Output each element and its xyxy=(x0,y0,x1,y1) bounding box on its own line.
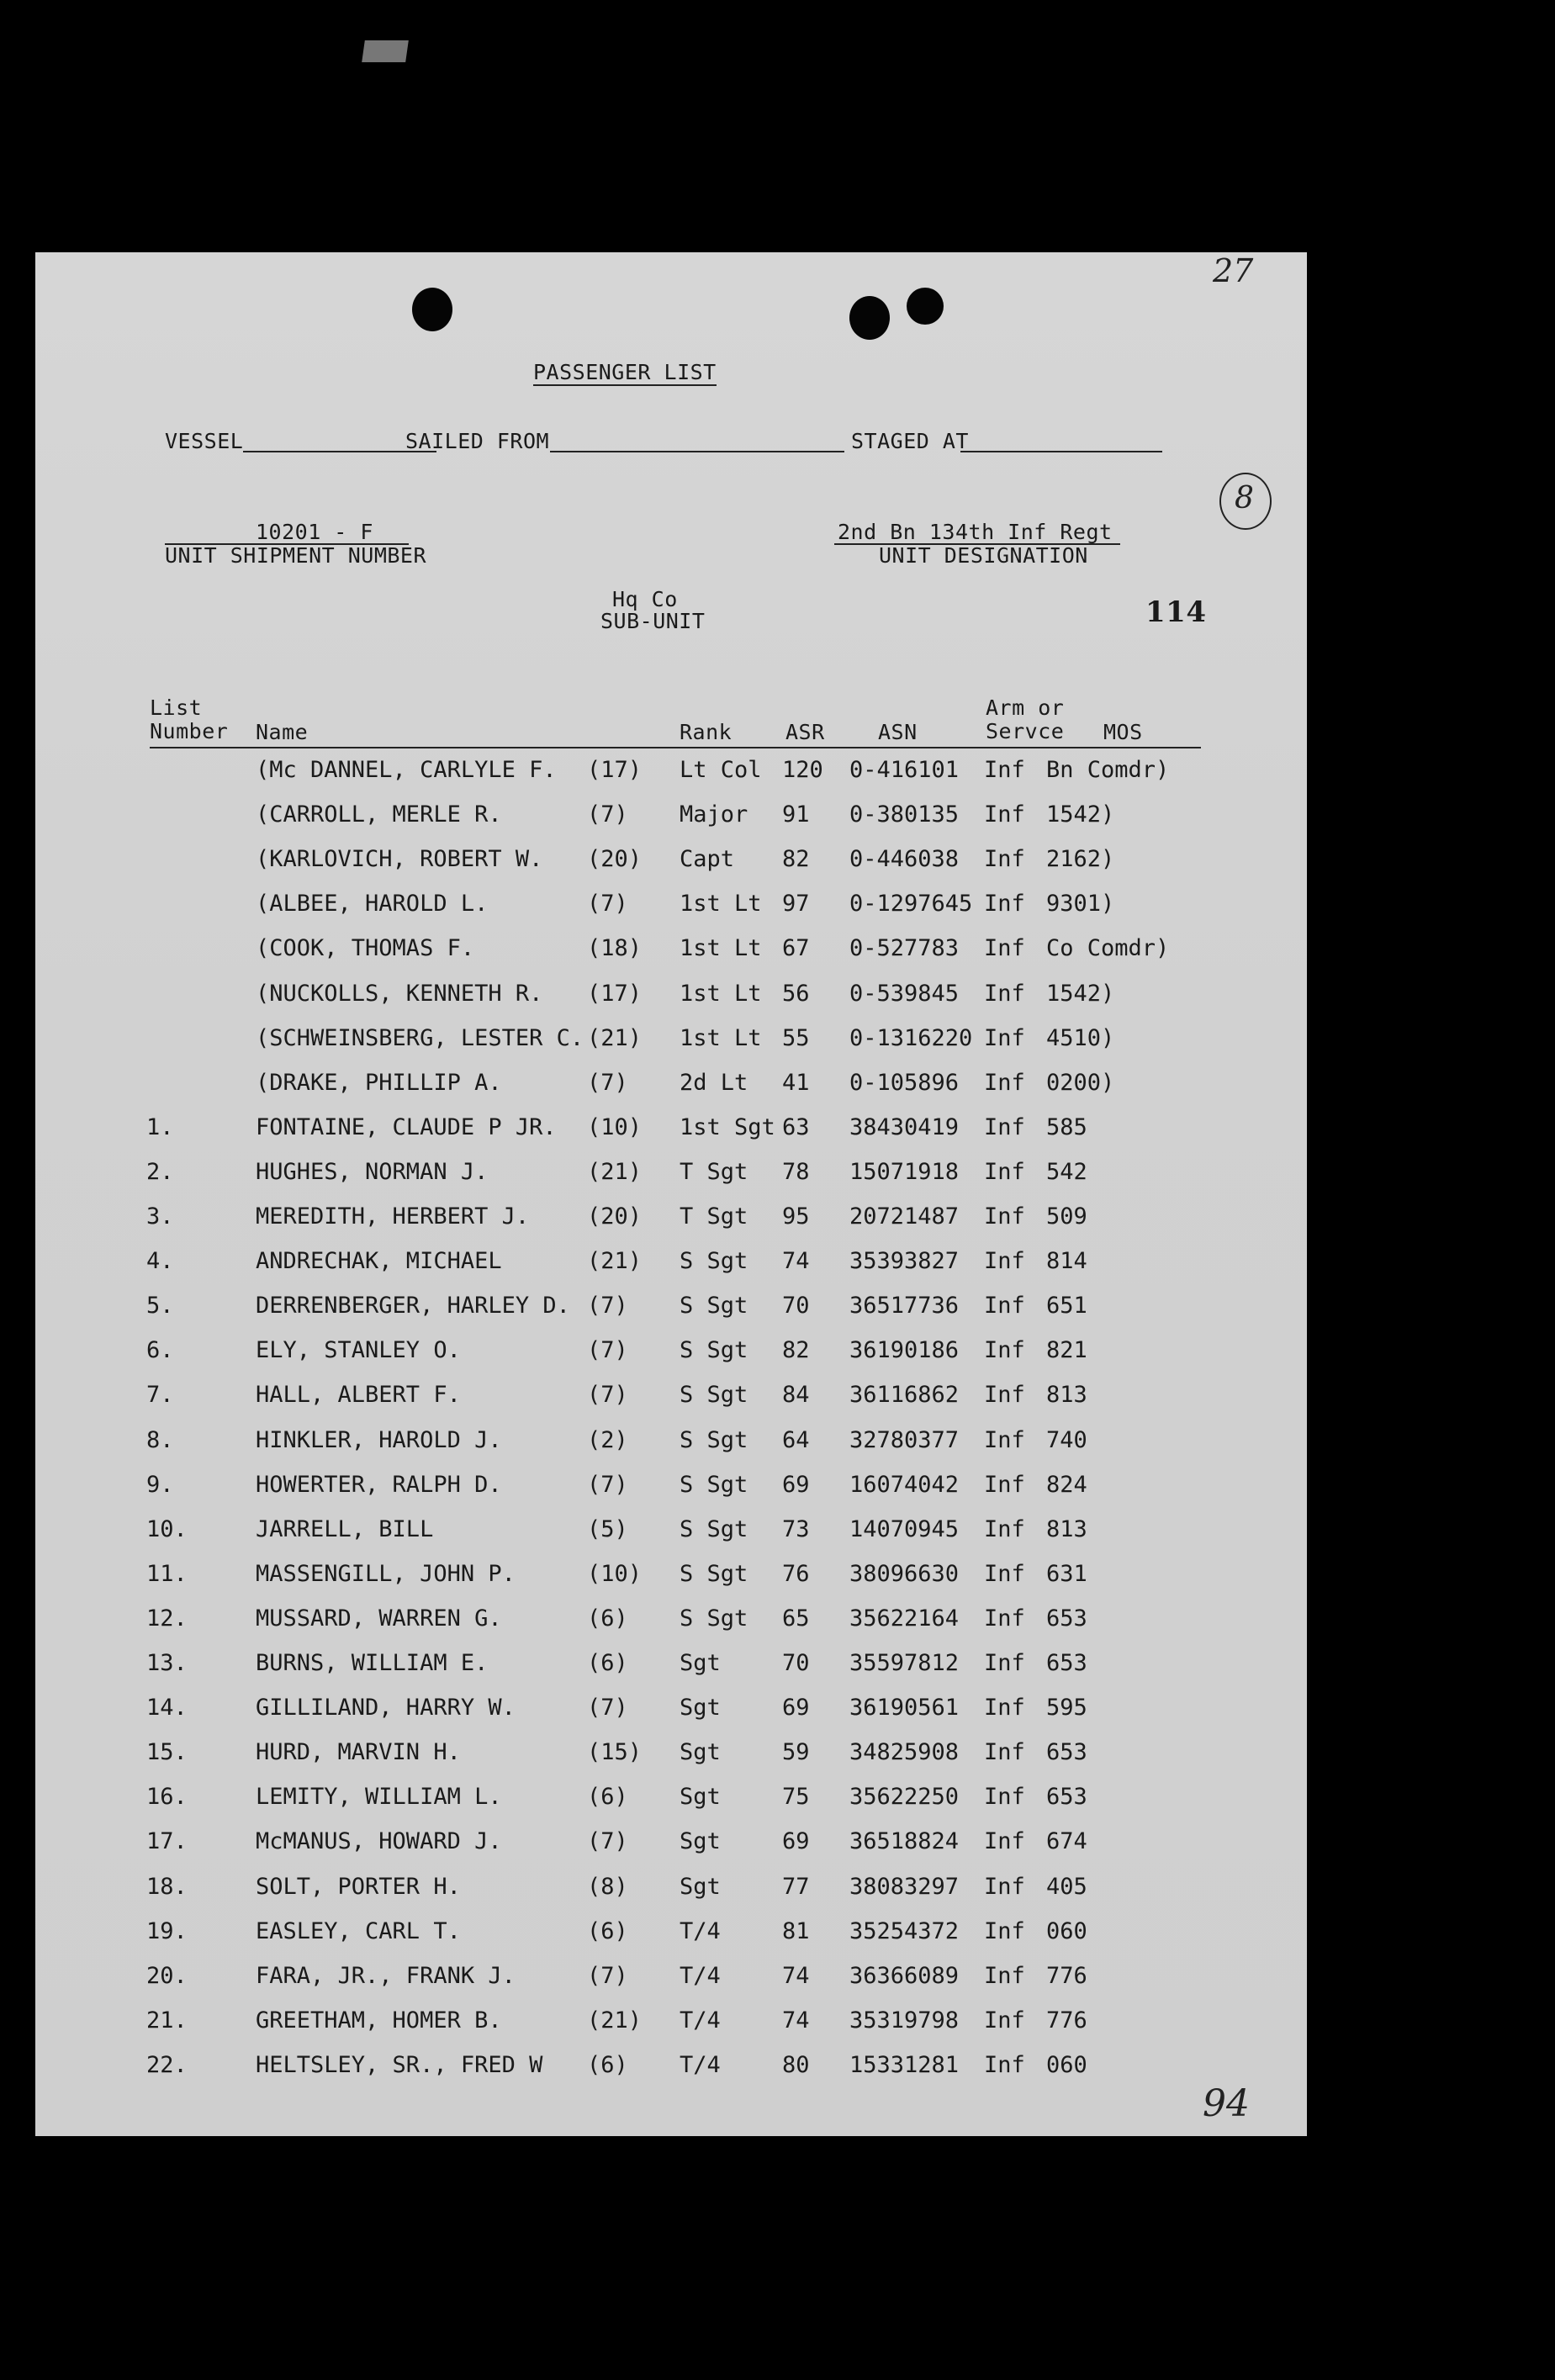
passenger-name: FARA, JR., FRANK J. xyxy=(256,1962,516,1989)
marker-code: (7) xyxy=(587,891,628,918)
asn-number: 16074042 xyxy=(849,1471,960,1498)
table-row xyxy=(35,935,1297,969)
list-number: 2. xyxy=(146,1158,174,1185)
table-row xyxy=(35,1874,1297,1907)
asn-number: 34825908 xyxy=(849,1739,960,1766)
table-row xyxy=(35,1159,1297,1193)
asn-number: 15331281 xyxy=(849,2051,960,2078)
marker-code: (7) xyxy=(587,1382,628,1409)
mos-code: 813 xyxy=(1046,1382,1087,1409)
table-row xyxy=(35,1516,1297,1550)
asr-score: 64 xyxy=(782,1426,810,1453)
list-number: 15. xyxy=(146,1739,188,1766)
arm-or-service: Inf xyxy=(984,2007,1025,2034)
marker-code: (21) xyxy=(587,2007,643,2034)
circled-mark: 8 xyxy=(1219,473,1272,530)
marker-code: (21) xyxy=(587,1248,643,1275)
marker-code: (7) xyxy=(587,1293,628,1320)
asr-score: 97 xyxy=(782,891,810,918)
staged-at-field xyxy=(960,451,1162,452)
passenger-name: (COOK, THOMAS F. xyxy=(256,935,475,962)
passenger-name: (NUCKOLLS, KENNETH R. xyxy=(256,980,543,1007)
asr-score: 82 xyxy=(782,846,810,873)
passenger-name: (ALBEE, HAROLD L. xyxy=(256,891,489,918)
asr-score: 74 xyxy=(782,1248,810,1275)
marker-code: (7) xyxy=(587,1069,628,1096)
list-number: 1. xyxy=(146,1113,174,1140)
table-row xyxy=(35,1427,1297,1461)
passenger-name: (KARLOVICH, ROBERT W. xyxy=(256,846,543,873)
arm-or-service: Inf xyxy=(984,1560,1025,1587)
arm-or-service: Inf xyxy=(984,1158,1025,1185)
asr-score: 91 xyxy=(782,801,810,828)
col-asn: ASN xyxy=(878,720,918,744)
arm-or-service: Inf xyxy=(984,1695,1025,1722)
col-rank: Rank xyxy=(680,720,733,744)
staged-at-label: STAGED AT xyxy=(851,429,969,453)
arm-or-service: Inf xyxy=(984,1113,1025,1140)
asn-number: 32780377 xyxy=(849,1426,960,1453)
asr-score: 67 xyxy=(782,935,810,962)
mos-code: 824 xyxy=(1046,1471,1087,1498)
asr-score: 77 xyxy=(782,1873,810,1900)
asn-number: 20721487 xyxy=(849,1203,960,1230)
mos-code: 509 xyxy=(1046,1203,1087,1230)
col-asr: ASR xyxy=(785,720,825,744)
mos-code: Bn Comdr) xyxy=(1046,757,1170,783)
punch-hole xyxy=(412,288,452,331)
table-row xyxy=(35,1070,1297,1103)
arm-or-service: Inf xyxy=(984,1962,1025,1989)
marker-code: (2) xyxy=(587,1426,628,1453)
arm-or-service: Inf xyxy=(984,1293,1025,1320)
passenger-name: SOLT, PORTER H. xyxy=(256,1873,461,1900)
sub-unit-label: SUB-UNIT xyxy=(600,609,706,633)
mos-code: 060 xyxy=(1046,2051,1087,2078)
asn-number: 36517736 xyxy=(849,1293,960,1320)
unit-shipment-number-label: UNIT SHIPMENT NUMBER xyxy=(165,543,427,568)
arm-or-service: Inf xyxy=(984,1471,1025,1498)
marker-code: (7) xyxy=(587,1695,628,1722)
asr-score: 78 xyxy=(782,1158,810,1185)
punch-hole xyxy=(907,288,944,325)
rank: S Sgt xyxy=(680,1293,748,1320)
sub-unit-value: Hq Co xyxy=(612,587,678,611)
mos-code: 776 xyxy=(1046,1962,1087,1989)
marker-code: (6) xyxy=(587,2051,628,2078)
marker-code: (21) xyxy=(587,1024,643,1051)
handwritten-count: 94 xyxy=(1203,2082,1250,2125)
arm-or-service: Inf xyxy=(984,757,1025,783)
asr-score: 76 xyxy=(782,1560,810,1587)
list-number: 12. xyxy=(146,1605,188,1632)
rank: Sgt xyxy=(680,1695,721,1722)
list-number: 19. xyxy=(146,1917,188,1944)
arm-or-service: Inf xyxy=(984,1024,1025,1051)
rank: Sgt xyxy=(680,1828,721,1855)
passenger-name: DERRENBERGER, HARLEY D. xyxy=(256,1293,570,1320)
mos-code: 595 xyxy=(1046,1695,1087,1722)
mos-code: 814 xyxy=(1046,1248,1087,1275)
mos-code: 740 xyxy=(1046,1426,1087,1453)
asn-number: 38430419 xyxy=(849,1113,960,1140)
asr-score: 75 xyxy=(782,1784,810,1811)
handwritten-page-mark: 27 xyxy=(1213,252,1254,289)
asn-number: 0-527783 xyxy=(849,935,960,962)
asr-score: 82 xyxy=(782,1337,810,1364)
asr-score: 80 xyxy=(782,2051,810,2078)
marker-code: (6) xyxy=(587,1650,628,1676)
rank: Sgt xyxy=(680,1650,721,1676)
mos-code: 821 xyxy=(1046,1337,1087,1364)
mos-code: 2162) xyxy=(1046,846,1115,873)
marker-code: (15) xyxy=(587,1739,643,1766)
header-rule xyxy=(150,747,1201,748)
asr-score: 69 xyxy=(782,1695,810,1722)
asr-score: 73 xyxy=(782,1515,810,1542)
col-arm-or-service: Arm or Servce xyxy=(986,695,1065,743)
list-number: 9. xyxy=(146,1471,174,1498)
passenger-name: BURNS, WILLIAM E. xyxy=(256,1650,489,1676)
table-row xyxy=(35,1918,1297,1952)
asn-number: 35622164 xyxy=(849,1605,960,1632)
asn-number: 0-539845 xyxy=(849,980,960,1007)
marker-code: (8) xyxy=(587,1873,628,1900)
rank: T/4 xyxy=(680,1962,721,1989)
mos-code: 060 xyxy=(1046,1917,1087,1944)
list-number: 18. xyxy=(146,1873,188,1900)
list-number: 10. xyxy=(146,1515,188,1542)
passenger-name: HUGHES, NORMAN J. xyxy=(256,1158,489,1185)
mos-code: 653 xyxy=(1046,1605,1087,1632)
rank: S Sgt xyxy=(680,1605,748,1632)
arm-or-service: Inf xyxy=(984,1248,1025,1275)
passenger-name: ANDRECHAK, MICHAEL xyxy=(256,1248,502,1275)
asn-number: 15071918 xyxy=(849,1158,960,1185)
asn-number: 0-380135 xyxy=(849,801,960,828)
rank: Sgt xyxy=(680,1784,721,1811)
table-row xyxy=(35,1382,1297,1415)
rank: S Sgt xyxy=(680,1382,748,1409)
table-row xyxy=(35,1248,1297,1282)
arm-or-service: Inf xyxy=(984,1337,1025,1364)
mos-code: 651 xyxy=(1046,1293,1087,1320)
marker-code: (10) xyxy=(587,1113,643,1140)
rank: S Sgt xyxy=(680,1515,748,1542)
table-row xyxy=(35,981,1297,1014)
arm-or-service: Inf xyxy=(984,1203,1025,1230)
passenger-name: (DRAKE, PHILLIP A. xyxy=(256,1069,502,1096)
rank: 1st Lt xyxy=(680,980,762,1007)
unit-shipment-number-value: 10201 - F xyxy=(256,520,373,544)
table-row xyxy=(35,1025,1297,1059)
mos-code: 4510) xyxy=(1046,1024,1115,1051)
arm-or-service: Inf xyxy=(984,1873,1025,1900)
rank: Lt Col xyxy=(680,757,762,783)
marker-code: (10) xyxy=(587,1560,643,1587)
page-count: 114 xyxy=(1145,595,1207,629)
col-mos: MOS xyxy=(1103,720,1143,744)
asr-score: 84 xyxy=(782,1382,810,1409)
asr-score: 59 xyxy=(782,1739,810,1766)
asr-score: 70 xyxy=(782,1293,810,1320)
arm-or-service: Inf xyxy=(984,1426,1025,1453)
rank: T/4 xyxy=(680,2051,721,2078)
mos-code: 1542) xyxy=(1046,980,1115,1007)
asr-score: 65 xyxy=(782,1605,810,1632)
asn-number: 35393827 xyxy=(849,1248,960,1275)
asr-score: 120 xyxy=(782,757,823,783)
vessel-label: VESSEL xyxy=(165,429,244,453)
mos-code: 813 xyxy=(1046,1515,1087,1542)
asn-number: 35254372 xyxy=(849,1917,960,1944)
asn-number: 36190561 xyxy=(849,1695,960,1722)
passenger-name: MEREDITH, HERBERT J. xyxy=(256,1203,530,1230)
asn-number: 35597812 xyxy=(849,1650,960,1676)
list-number: 22. xyxy=(146,2051,188,2078)
list-number: 4. xyxy=(146,1248,174,1275)
asn-number: 38083297 xyxy=(849,1873,960,1900)
asn-number: 0-1297645 xyxy=(849,891,973,918)
asr-score: 95 xyxy=(782,1203,810,1230)
rank: Major xyxy=(680,801,748,828)
asn-number: 0-446038 xyxy=(849,846,960,873)
list-number: 3. xyxy=(146,1203,174,1230)
asr-score: 74 xyxy=(782,1962,810,1989)
rank: T/4 xyxy=(680,1917,721,1944)
table-row xyxy=(35,1695,1297,1728)
table-row xyxy=(35,1739,1297,1773)
rank: S Sgt xyxy=(680,1337,748,1364)
list-number: 20. xyxy=(146,1962,188,1989)
arm-or-service: Inf xyxy=(984,846,1025,873)
list-number: 13. xyxy=(146,1650,188,1676)
sailed-from-label: SAILED FROM xyxy=(405,429,550,453)
table-row xyxy=(35,1650,1297,1684)
list-number: 17. xyxy=(146,1828,188,1855)
asr-score: 55 xyxy=(782,1024,810,1051)
mos-code: 0200) xyxy=(1046,1069,1115,1096)
list-number: 7. xyxy=(146,1382,174,1409)
list-number: 11. xyxy=(146,1560,188,1587)
table-row xyxy=(35,1828,1297,1862)
asn-number: 14070945 xyxy=(849,1515,960,1542)
table-row xyxy=(35,1605,1297,1639)
arm-or-service: Inf xyxy=(984,1828,1025,1855)
marker-code: (6) xyxy=(587,1784,628,1811)
arm-or-service: Inf xyxy=(984,980,1025,1007)
arm-or-service: Inf xyxy=(984,1515,1025,1542)
table-row xyxy=(35,891,1297,924)
arm-or-service: Inf xyxy=(984,801,1025,828)
rank: S Sgt xyxy=(680,1426,748,1453)
mos-code: 776 xyxy=(1046,2007,1087,2034)
unit-designation-label: UNIT DESIGNATION xyxy=(879,543,1088,568)
marker-code: (6) xyxy=(587,1605,628,1632)
page-title: PASSENGER LIST xyxy=(533,360,717,384)
table-row xyxy=(35,757,1297,791)
arm-or-service: Inf xyxy=(984,935,1025,962)
table-row xyxy=(35,1472,1297,1505)
rank: 2d Lt xyxy=(680,1069,748,1096)
mos-code: 674 xyxy=(1046,1828,1087,1855)
asr-score: 69 xyxy=(782,1471,810,1498)
mos-code: Co Comdr) xyxy=(1046,935,1170,962)
table-row xyxy=(35,2007,1297,2041)
passenger-name: HELTSLEY, SR., FRED W xyxy=(256,2051,543,2078)
mos-code: 631 xyxy=(1046,1560,1087,1587)
marker-code: (17) xyxy=(587,980,643,1007)
list-number: 5. xyxy=(146,1293,174,1320)
list-number: 21. xyxy=(146,2007,188,2034)
col-name: Name xyxy=(256,720,309,744)
passenger-name: HOWERTER, RALPH D. xyxy=(256,1471,502,1498)
list-number: 8. xyxy=(146,1426,174,1453)
rank: S Sgt xyxy=(680,1560,748,1587)
mos-code: 542 xyxy=(1046,1158,1087,1185)
table-row xyxy=(35,2052,1297,2086)
mos-code: 9301) xyxy=(1046,891,1115,918)
asn-number: 36116862 xyxy=(849,1382,960,1409)
marker-code: (7) xyxy=(587,1962,628,1989)
rank: Sgt xyxy=(680,1873,721,1900)
mos-code: 585 xyxy=(1046,1113,1087,1140)
passenger-name: ELY, STANLEY O. xyxy=(256,1337,461,1364)
rank: T Sgt xyxy=(680,1203,748,1230)
asn-number: 0-416101 xyxy=(849,757,960,783)
rank: 1st Sgt xyxy=(680,1113,775,1140)
passenger-name: HURD, MARVIN H. xyxy=(256,1739,461,1766)
passenger-name: FONTAINE, CLAUDE P JR. xyxy=(256,1113,557,1140)
mos-code: 653 xyxy=(1046,1739,1087,1766)
asn-number: 0-1316220 xyxy=(849,1024,973,1051)
rank: 1st Lt xyxy=(680,935,762,962)
table-row xyxy=(35,1114,1297,1148)
rank: 1st Lt xyxy=(680,891,762,918)
arm-or-service: Inf xyxy=(984,1917,1025,1944)
passenger-name: HINKLER, HAROLD J. xyxy=(256,1426,502,1453)
asr-score: 81 xyxy=(782,1917,810,1944)
table-row xyxy=(35,1963,1297,1997)
passenger-name: EASLEY, CARL T. xyxy=(256,1917,461,1944)
marker-code: (20) xyxy=(587,846,643,873)
mos-code: 653 xyxy=(1046,1784,1087,1811)
passenger-name: HALL, ALBERT F. xyxy=(256,1382,461,1409)
unit-designation-value: 2nd Bn 134th Inf Regt xyxy=(838,520,1113,544)
rank: Sgt xyxy=(680,1739,721,1766)
rank: S Sgt xyxy=(680,1471,748,1498)
sailed-from-field xyxy=(550,451,844,452)
passenger-name: JARRELL, BILL xyxy=(256,1515,434,1542)
asn-number: 36190186 xyxy=(849,1337,960,1364)
arm-or-service: Inf xyxy=(984,1739,1025,1766)
list-number: 16. xyxy=(146,1784,188,1811)
asn-number: 35622250 xyxy=(849,1784,960,1811)
passenger-name: GILLILAND, HARRY W. xyxy=(256,1695,516,1722)
marker-code: (21) xyxy=(587,1158,643,1185)
table-row xyxy=(35,1561,1297,1595)
passenger-name: MUSSARD, WARREN G. xyxy=(256,1605,502,1632)
passenger-name: LEMITY, WILLIAM L. xyxy=(256,1784,502,1811)
marker-code: (7) xyxy=(587,1828,628,1855)
rank: S Sgt xyxy=(680,1248,748,1275)
table-row xyxy=(35,1293,1297,1326)
asn-number: 38096630 xyxy=(849,1560,960,1587)
list-number: 6. xyxy=(146,1337,174,1364)
passenger-name: GREETHAM, HOMER B. xyxy=(256,2007,502,2034)
marker-code: (17) xyxy=(587,757,643,783)
marker-code: (7) xyxy=(587,1471,628,1498)
asr-score: 74 xyxy=(782,2007,810,2034)
rank: T/4 xyxy=(680,2007,721,2034)
table-row xyxy=(35,1337,1297,1371)
asn-number: 0-105896 xyxy=(849,1069,960,1096)
rank: 1st Lt xyxy=(680,1024,762,1051)
passenger-name: MASSENGILL, JOHN P. xyxy=(256,1560,516,1587)
passenger-name: McMANUS, HOWARD J. xyxy=(256,1828,502,1855)
arm-or-service: Inf xyxy=(984,1784,1025,1811)
table-row xyxy=(35,1203,1297,1237)
marker-code: (6) xyxy=(587,1917,628,1944)
arm-or-service: Inf xyxy=(984,1605,1025,1632)
asr-score: 63 xyxy=(782,1113,810,1140)
list-number: 14. xyxy=(146,1695,188,1722)
marker-code: (7) xyxy=(587,801,628,828)
marker-code: (18) xyxy=(587,935,643,962)
arm-or-service: Inf xyxy=(984,891,1025,918)
arm-or-service: Inf xyxy=(984,1382,1025,1409)
punch-hole xyxy=(849,296,890,340)
mos-code: 653 xyxy=(1046,1650,1087,1676)
passenger-list-page xyxy=(35,252,1307,2136)
rank: T Sgt xyxy=(680,1158,748,1185)
asn-number: 36366089 xyxy=(849,1962,960,1989)
marker-code: (20) xyxy=(587,1203,643,1230)
passenger-name: (Mc DANNEL, CARLYLE F. xyxy=(256,757,557,783)
rank: Capt xyxy=(680,846,735,873)
mos-code: 405 xyxy=(1046,1873,1087,1900)
passenger-name: (SCHWEINSBERG, LESTER C. xyxy=(256,1024,584,1051)
arm-or-service: Inf xyxy=(984,2051,1025,2078)
asr-score: 56 xyxy=(782,980,810,1007)
passenger-name: (CARROLL, MERLE R. xyxy=(256,801,502,828)
film-edge-tab xyxy=(362,40,409,62)
asr-score: 41 xyxy=(782,1069,810,1096)
asn-number: 35319798 xyxy=(849,2007,960,2034)
table-row xyxy=(35,846,1297,880)
col-list-number: List Number xyxy=(150,695,229,743)
table-row xyxy=(35,801,1297,835)
asr-score: 70 xyxy=(782,1650,810,1676)
marker-code: (5) xyxy=(587,1515,628,1542)
mos-code: 1542) xyxy=(1046,801,1115,828)
marker-code: (7) xyxy=(587,1337,628,1364)
table-row xyxy=(35,1784,1297,1817)
asr-score: 69 xyxy=(782,1828,810,1855)
asn-number: 36518824 xyxy=(849,1828,960,1855)
arm-or-service: Inf xyxy=(984,1069,1025,1096)
arm-or-service: Inf xyxy=(984,1650,1025,1676)
